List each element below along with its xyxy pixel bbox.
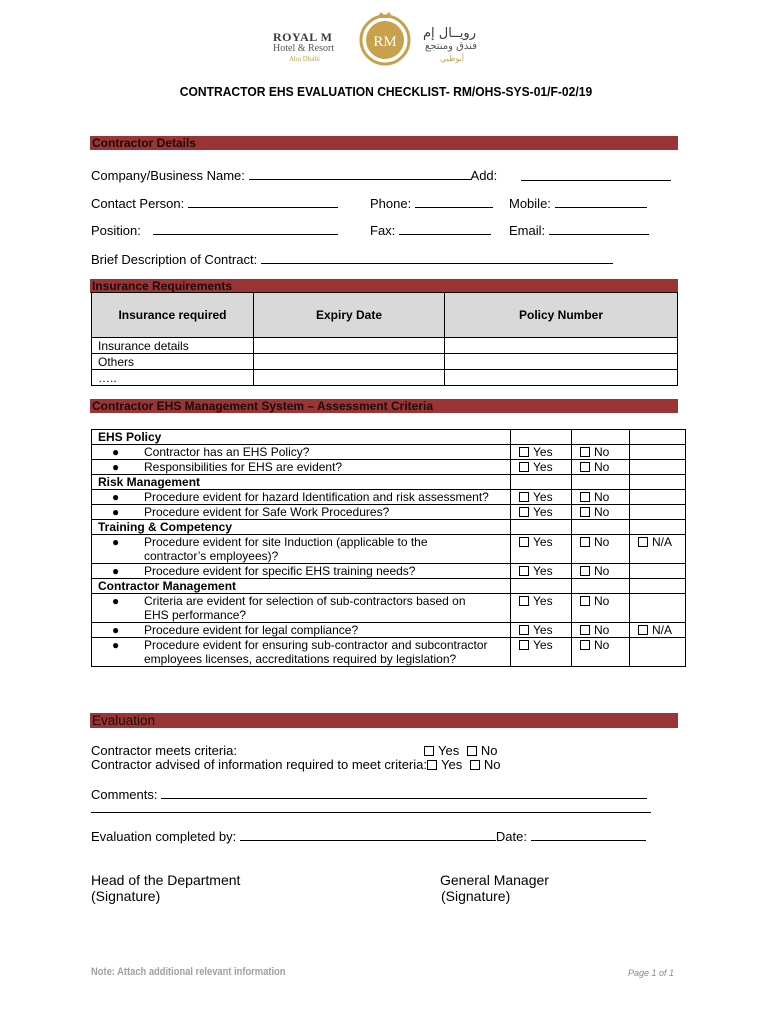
company-label: Company/Business Name:: [91, 168, 245, 183]
bullet-icon: ●: [112, 490, 120, 504]
ehs-item-text: Criteria are evident for selection of sub-contractors based on EHS performance?: [144, 594, 466, 622]
table-row: [92, 638, 686, 667]
ehs-section-title: EHS Policy: [92, 430, 511, 445]
ehs-option-cell: [511, 564, 572, 579]
ehs-item-text: Procedure evident for site Induction (applicable to the contractor’s employees)?: [144, 535, 428, 563]
ehs-cell: [572, 520, 630, 535]
ehs-item: [92, 594, 511, 623]
ehs-option-cell: [511, 445, 572, 460]
ehs-item-text: Procedure evident for legal compliance?: [144, 623, 359, 637]
ehs-section-title: Training & Competency: [92, 520, 511, 535]
ehs-option-cell: [630, 623, 686, 638]
ehs-cell: [511, 579, 572, 594]
insurance-header: Insurance Requirements: [90, 279, 678, 293]
table-row: [92, 505, 686, 520]
no-checkbox[interactable]: [580, 640, 590, 650]
no-label: No: [594, 505, 610, 519]
na-label: N/A: [652, 623, 673, 637]
fax-group: [370, 222, 491, 238]
ehs-item: [92, 564, 511, 579]
insurance-row-label: Others: [92, 354, 254, 370]
evaluation-header: Evaluation: [90, 713, 678, 728]
yes-label: Yes: [533, 564, 553, 578]
ehs-section-row: [92, 430, 686, 445]
mobile-field[interactable]: [555, 195, 647, 208]
insurance-expiry-cell[interactable]: [254, 354, 445, 370]
yes-label: Yes: [533, 505, 553, 519]
ehs-option-cell: [572, 594, 630, 623]
insurance-expiry-cell[interactable]: [254, 338, 445, 354]
date-field[interactable]: [531, 828, 646, 841]
ehs-option-cell: [511, 490, 572, 505]
contact-label: Contact Person:: [91, 196, 185, 211]
no-label: No: [594, 564, 610, 578]
ehs-cell: [630, 475, 686, 490]
ehs-empty-cell: [630, 460, 686, 475]
ehs-option-cell: [572, 564, 630, 579]
bullet-icon: ●: [112, 638, 120, 652]
logo-arabic2: فندق ومنتجع: [425, 41, 477, 52]
ehs-section-row: [92, 475, 686, 490]
signature-right-title: General Manager: [440, 872, 549, 888]
yes-checkbox[interactable]: [519, 462, 529, 472]
no-label: No: [594, 638, 610, 652]
ehs-item: [92, 623, 511, 638]
ehs-option-cell: [511, 505, 572, 520]
ehs-cell: [572, 475, 630, 490]
yes-checkbox[interactable]: [519, 596, 529, 606]
bullet-icon: ●: [112, 594, 120, 608]
ehs-cell: [511, 475, 572, 490]
ehs-option-cell: [572, 445, 630, 460]
meets-yes-checkbox[interactable]: [424, 746, 434, 756]
bullet-icon: ●: [112, 535, 120, 549]
bullet-icon: ●: [112, 505, 120, 519]
yes-checkbox[interactable]: [519, 507, 529, 517]
yes-checkbox[interactable]: [519, 537, 529, 547]
ehs-cell: [630, 579, 686, 594]
no-checkbox[interactable]: [580, 625, 590, 635]
brief-field[interactable]: [261, 251, 613, 264]
ehs-option-cell: [630, 535, 686, 564]
brief-row: [91, 251, 613, 267]
ehs-item-text: Contractor has an EHS Policy?: [144, 445, 310, 459]
no-label: No: [594, 535, 610, 549]
add-field[interactable]: [521, 168, 671, 181]
no-label: No: [594, 460, 610, 474]
yes-label: Yes: [533, 623, 553, 637]
no-label: No: [594, 594, 610, 608]
no-label: No: [594, 490, 610, 504]
ehs-section-title: Contractor Management: [92, 579, 511, 594]
ehs-empty-cell: [630, 445, 686, 460]
comments-label: Comments:: [91, 787, 158, 802]
ehs-option-cell: [572, 490, 630, 505]
footer-note: Note: Attach additional relevant information: [91, 966, 286, 978]
yes-checkbox[interactable]: [519, 447, 529, 457]
ehs-cell: [511, 520, 572, 535]
comments-field-2[interactable]: [91, 800, 651, 813]
bullet-icon: ●: [112, 623, 120, 637]
contact-field[interactable]: [188, 195, 338, 208]
no-checkbox[interactable]: [580, 492, 590, 502]
ehs-item-text: Procedure evident for hazard Identification and risk assessment?: [144, 490, 489, 504]
ehs-cell: [630, 520, 686, 535]
ehs-empty-cell: [630, 638, 686, 667]
insurance-header-row: [92, 293, 678, 338]
ehs-item: [92, 490, 511, 505]
no-label: No: [594, 623, 610, 637]
na-label: N/A: [652, 535, 673, 549]
meets-label: Contractor meets criteria:: [91, 743, 237, 758]
table-row: [92, 535, 686, 564]
no-checkbox[interactable]: [580, 596, 590, 606]
ehs-option-cell: [572, 460, 630, 475]
no-checkbox[interactable]: [580, 566, 590, 576]
ehs-item: [92, 445, 511, 460]
advised-yes-checkbox[interactable]: [427, 760, 437, 770]
logo-brand: ROYAL M: [273, 30, 333, 44]
bullet-icon: ●: [112, 564, 120, 578]
yes-label: Yes: [533, 594, 553, 608]
meets-no-label: No: [480, 743, 498, 758]
ehs-header: Contractor EHS Management System – Assessment Criteria: [90, 399, 678, 413]
position-field[interactable]: [153, 222, 338, 235]
ehs-option-cell: [511, 623, 572, 638]
mobile-group: [509, 195, 647, 211]
ehs-option-cell: [511, 638, 572, 667]
logo-sub1: Hotel & Resort: [273, 43, 335, 54]
table-row: [92, 594, 686, 623]
yes-label: Yes: [533, 460, 553, 474]
ehs-item: [92, 638, 511, 667]
bullet-icon: ●: [112, 445, 120, 459]
logo-arabic1: رويــال إم: [423, 26, 476, 41]
insurance-table: [91, 292, 678, 386]
contractor-details-header: Contractor Details: [90, 136, 678, 150]
table-row: [92, 623, 686, 638]
ehs-cell: [511, 430, 572, 445]
phone-group: [370, 195, 493, 211]
ehs-cell: [572, 430, 630, 445]
insurance-col-policy: Policy Number: [445, 293, 678, 338]
insurance-policy-cell[interactable]: [445, 338, 678, 354]
ehs-section-row: [92, 579, 686, 594]
table-row: [92, 445, 686, 460]
date-label: Date:: [495, 829, 527, 844]
advised-yes-label: Yes: [441, 757, 463, 772]
ehs-item-text: Procedure evident for Safe Work Procedures?: [144, 505, 390, 519]
signature-left-sub: (Signature): [91, 888, 161, 904]
ehs-cell: [630, 430, 686, 445]
brief-label: Brief Description of Contract:: [91, 252, 258, 267]
signature-right-sub: (Signature): [441, 888, 511, 904]
ehs-option-cell: [511, 535, 572, 564]
ehs-option-cell: [511, 594, 572, 623]
no-checkbox[interactable]: [580, 447, 590, 457]
yes-checkbox[interactable]: [519, 625, 529, 635]
insurance-policy-cell[interactable]: [445, 354, 678, 370]
ehs-section-title: Risk Management: [92, 475, 511, 490]
ehs-empty-cell: [630, 594, 686, 623]
ehs-section-row: [92, 520, 686, 535]
insurance-expiry-cell[interactable]: [254, 370, 445, 386]
ehs-item: [92, 460, 511, 475]
ehs-item-text: Responsibilities for EHS are evident?: [144, 460, 343, 474]
table-row: [92, 460, 686, 475]
yes-label: Yes: [533, 535, 553, 549]
phone-label: Phone:: [370, 196, 412, 211]
ehs-option-cell: [511, 460, 572, 475]
table-row: [92, 564, 686, 579]
ehs-item: [92, 505, 511, 520]
company-field[interactable]: [249, 167, 471, 180]
insurance-col-expiry: Expiry Date: [254, 293, 445, 338]
ehs-option-cell: [572, 638, 630, 667]
logo-arabic3: أبوظبي: [440, 54, 465, 63]
add-label: Add:: [470, 168, 498, 183]
completed-label: Evaluation completed by:: [91, 829, 237, 844]
ehs-option-cell: [572, 623, 630, 638]
email-group: [509, 222, 649, 238]
no-label: No: [594, 445, 610, 459]
yes-label: Yes: [533, 445, 553, 459]
yes-checkbox[interactable]: [519, 566, 529, 576]
page-number: Page 1 of 1: [628, 968, 675, 978]
na-checkbox[interactable]: [638, 625, 648, 635]
logo-sub2: Abu Dhabi: [289, 55, 320, 63]
meets-options: [424, 743, 497, 758]
phone-field[interactable]: [415, 195, 493, 208]
company-row: [91, 167, 497, 183]
meets-no-checkbox[interactable]: [467, 746, 477, 756]
table-row: [92, 490, 686, 505]
email-field[interactable]: [549, 222, 649, 235]
crest-monogram: RM: [373, 34, 397, 50]
table-row: [92, 338, 678, 354]
comments-field[interactable]: [161, 786, 647, 799]
ehs-empty-cell: [630, 490, 686, 505]
insurance-row-label: …..: [92, 370, 254, 386]
ehs-item-text: Procedure evident for specific EHS training needs?: [144, 564, 416, 578]
ehs-table: [91, 429, 686, 667]
meets-yes-label: Yes: [438, 743, 460, 758]
insurance-col-required: Insurance required: [92, 293, 254, 338]
contact-row: [91, 195, 338, 211]
ehs-empty-cell: [630, 564, 686, 579]
page-title: CONTRACTOR EHS EVALUATION CHECKLIST- RM/OHS-SYS-01/F-02/19: [179, 84, 593, 99]
yes-checkbox[interactable]: [519, 492, 529, 502]
email-label: Email:: [509, 223, 546, 238]
table-row: [92, 370, 678, 386]
advised-no-label: No: [483, 757, 501, 772]
yes-label: Yes: [533, 490, 553, 504]
insurance-row-label: Insurance details: [92, 338, 254, 354]
ehs-empty-cell: [630, 505, 686, 520]
position-label: Position:: [91, 223, 141, 238]
ehs-option-cell: [572, 535, 630, 564]
completed-field[interactable]: [240, 828, 496, 841]
ehs-option-cell: [572, 505, 630, 520]
advised-label: Contractor advised of information required to meet criteria:: [91, 757, 427, 772]
yes-label: Yes: [533, 638, 553, 652]
table-row: [92, 354, 678, 370]
completed-row: [91, 828, 646, 844]
advised-no-checkbox[interactable]: [470, 760, 480, 770]
no-checkbox[interactable]: [580, 537, 590, 547]
no-checkbox[interactable]: [580, 507, 590, 517]
bullet-icon: ●: [112, 460, 120, 474]
insurance-policy-cell[interactable]: [445, 370, 678, 386]
fax-field[interactable]: [399, 222, 491, 235]
advised-row: [91, 757, 500, 772]
yes-checkbox[interactable]: [519, 640, 529, 650]
signature-left-title: Head of the Department: [91, 872, 241, 888]
ehs-item-text: Procedure evident for ensuring sub-contractor and subcontractor employees licenses, accreditations required by legislation?: [144, 638, 488, 666]
fax-label: Fax:: [370, 223, 396, 238]
no-checkbox[interactable]: [580, 462, 590, 472]
position-row: [91, 222, 338, 238]
crest-icon: [355, 10, 415, 70]
na-checkbox[interactable]: [638, 537, 648, 547]
ehs-cell: [572, 579, 630, 594]
mobile-label: Mobile:: [509, 196, 551, 211]
ehs-item: [92, 535, 511, 564]
logo: [255, 8, 515, 70]
